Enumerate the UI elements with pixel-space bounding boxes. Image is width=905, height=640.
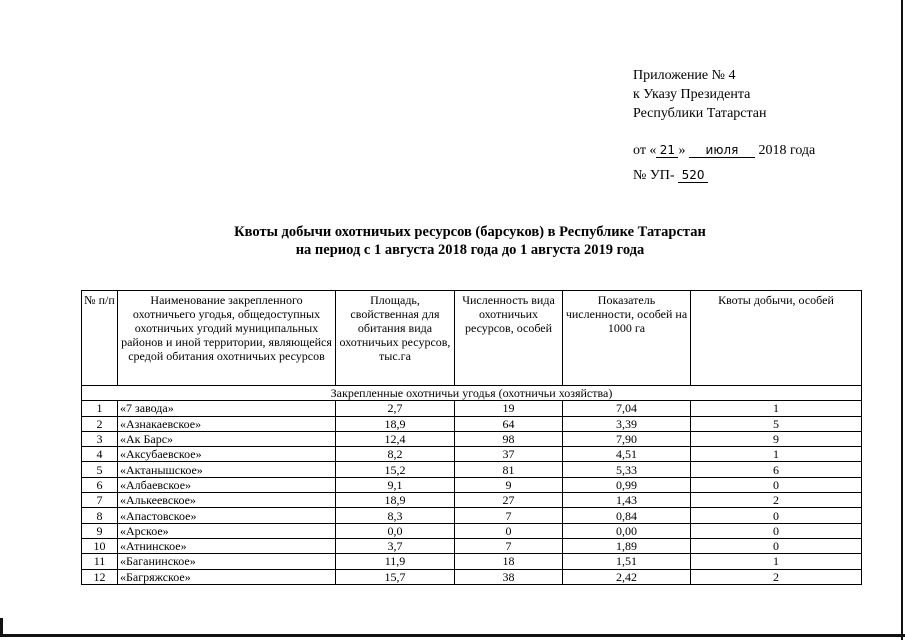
cell-area: 9,1 [336,477,455,492]
number-prefix: № УП- [633,168,675,183]
table-header-row [82,291,862,386]
date-mid: » [678,143,686,158]
table-row [82,508,862,523]
cell-count: 9 [455,477,563,492]
cell-area: 12,4 [336,431,455,446]
cell-count: 7 [455,508,563,523]
cell-quota: 9 [691,431,862,446]
table-row [82,554,862,569]
cell-name: «Баганинское» [118,554,336,569]
cell-num: 3 [82,431,118,446]
cell-num: 7 [82,493,118,508]
appendix-line-2: к Указу Президента [633,87,751,102]
cell-num: 12 [82,569,118,584]
table-row [82,401,862,416]
cell-num: 2 [82,416,118,431]
cell-count: 27 [455,493,563,508]
cell-num: 10 [82,538,118,553]
cell-num: 11 [82,554,118,569]
date-day: 21 [656,143,678,158]
header-quota: Квоты добычи, особей [691,291,862,386]
cell-density: 0,99 [563,477,691,492]
cell-density: 2,42 [563,569,691,584]
cell-quota: 0 [691,508,862,523]
appendix-header [633,66,815,185]
cell-quota: 0 [691,523,862,538]
header-density: Показатель численности, особей на 1000 га [563,291,691,386]
cell-name: «Апастовское» [118,508,336,523]
table-row [82,416,862,431]
date-month: июля [689,143,755,158]
cell-area: 8,3 [336,508,455,523]
scan-border-right [901,0,903,640]
cell-count: 98 [455,431,563,446]
cell-density: 7,90 [563,431,691,446]
header-num: № п/п [82,291,118,386]
cell-area: 11,9 [336,554,455,569]
cell-area: 8,2 [336,447,455,462]
cell-density: 7,04 [563,401,691,416]
cell-name: «7 завода» [118,401,336,416]
cell-count: 19 [455,401,563,416]
table-row [82,523,862,538]
cell-quota: 5 [691,416,862,431]
cell-quota: 2 [691,569,862,584]
number-value: 520 [678,168,708,183]
cell-area: 18,9 [336,416,455,431]
appendix-date [633,141,815,160]
table-row [82,569,862,584]
cell-area: 15,2 [336,462,455,477]
cell-area: 3,7 [336,538,455,553]
date-suffix: 2018 года [758,143,816,158]
appendix-line-1: Приложение № 4 [633,68,736,83]
cell-quota: 2 [691,493,862,508]
cell-density: 1,51 [563,554,691,569]
cell-name: «Ак Барс» [118,431,336,446]
header-area: Площадь, свойственная для обитания вида охотничьих ресурсов, тыс.га [336,291,455,386]
table-row [82,447,862,462]
cell-num: 4 [82,447,118,462]
scan-border-mark [0,618,3,634]
cell-name: «Атнинское» [118,538,336,553]
cell-quota: 6 [691,462,862,477]
cell-count: 7 [455,538,563,553]
cell-count: 38 [455,569,563,584]
table-row [82,477,862,492]
cell-count: 81 [455,462,563,477]
table-row [82,431,862,446]
cell-num: 5 [82,462,118,477]
table-row [82,493,862,508]
date-prefix: от « [633,143,657,158]
cell-quota: 1 [691,554,862,569]
cell-quota: 0 [691,538,862,553]
cell-name: «Аксубаевское» [118,447,336,462]
cell-count: 0 [455,523,563,538]
section-row [82,386,862,401]
cell-num: 8 [82,508,118,523]
cell-area: 18,9 [336,493,455,508]
header-name: Наименование закрепленного охотничьего угодья, общедоступных охотничьих угодий муниципальных районов и иной территории, являющейся средой обитания охотничьих ресурсов [118,291,336,386]
document-title [180,223,760,259]
cell-num: 6 [82,477,118,492]
table-row [82,538,862,553]
header-count: Численность вида охотничьих ресурсов, особей [455,291,563,386]
cell-density: 1,43 [563,493,691,508]
cell-area: 2,7 [336,401,455,416]
cell-count: 64 [455,416,563,431]
title-line-2: на период с 1 августа 2018 года до 1 августа 2019 года [295,242,645,258]
cell-density: 0,00 [563,523,691,538]
cell-quota: 0 [691,477,862,492]
cell-name: «Арское» [118,523,336,538]
appendix-line-3: Республики Татарстан [633,106,767,121]
appendix-number [633,166,815,185]
cell-count: 18 [455,554,563,569]
section-label: Закрепленные охотничьи угодья (охотничьи хозяйства) [82,386,862,401]
quota-table [81,290,862,585]
cell-density: 3,39 [563,416,691,431]
cell-num: 9 [82,523,118,538]
cell-density: 0,84 [563,508,691,523]
cell-name: «Багряжское» [118,569,336,584]
cell-area: 0,0 [336,523,455,538]
cell-count: 37 [455,447,563,462]
cell-name: «Алькеевское» [118,493,336,508]
cell-name: «Азнакаевское» [118,416,336,431]
cell-area: 15,7 [336,569,455,584]
table-row [82,462,862,477]
scan-border-bottom [0,634,905,637]
cell-quota: 1 [691,401,862,416]
cell-name: «Актанышское» [118,462,336,477]
cell-name: «Албаевское» [118,477,336,492]
cell-density: 4,51 [563,447,691,462]
cell-quota: 1 [691,447,862,462]
cell-density: 1,89 [563,538,691,553]
cell-density: 5,33 [563,462,691,477]
title-line-1: Квоты добычи охотничьих ресурсов (барсуков) в Республике Татарстан [234,224,706,240]
cell-num: 1 [82,401,118,416]
